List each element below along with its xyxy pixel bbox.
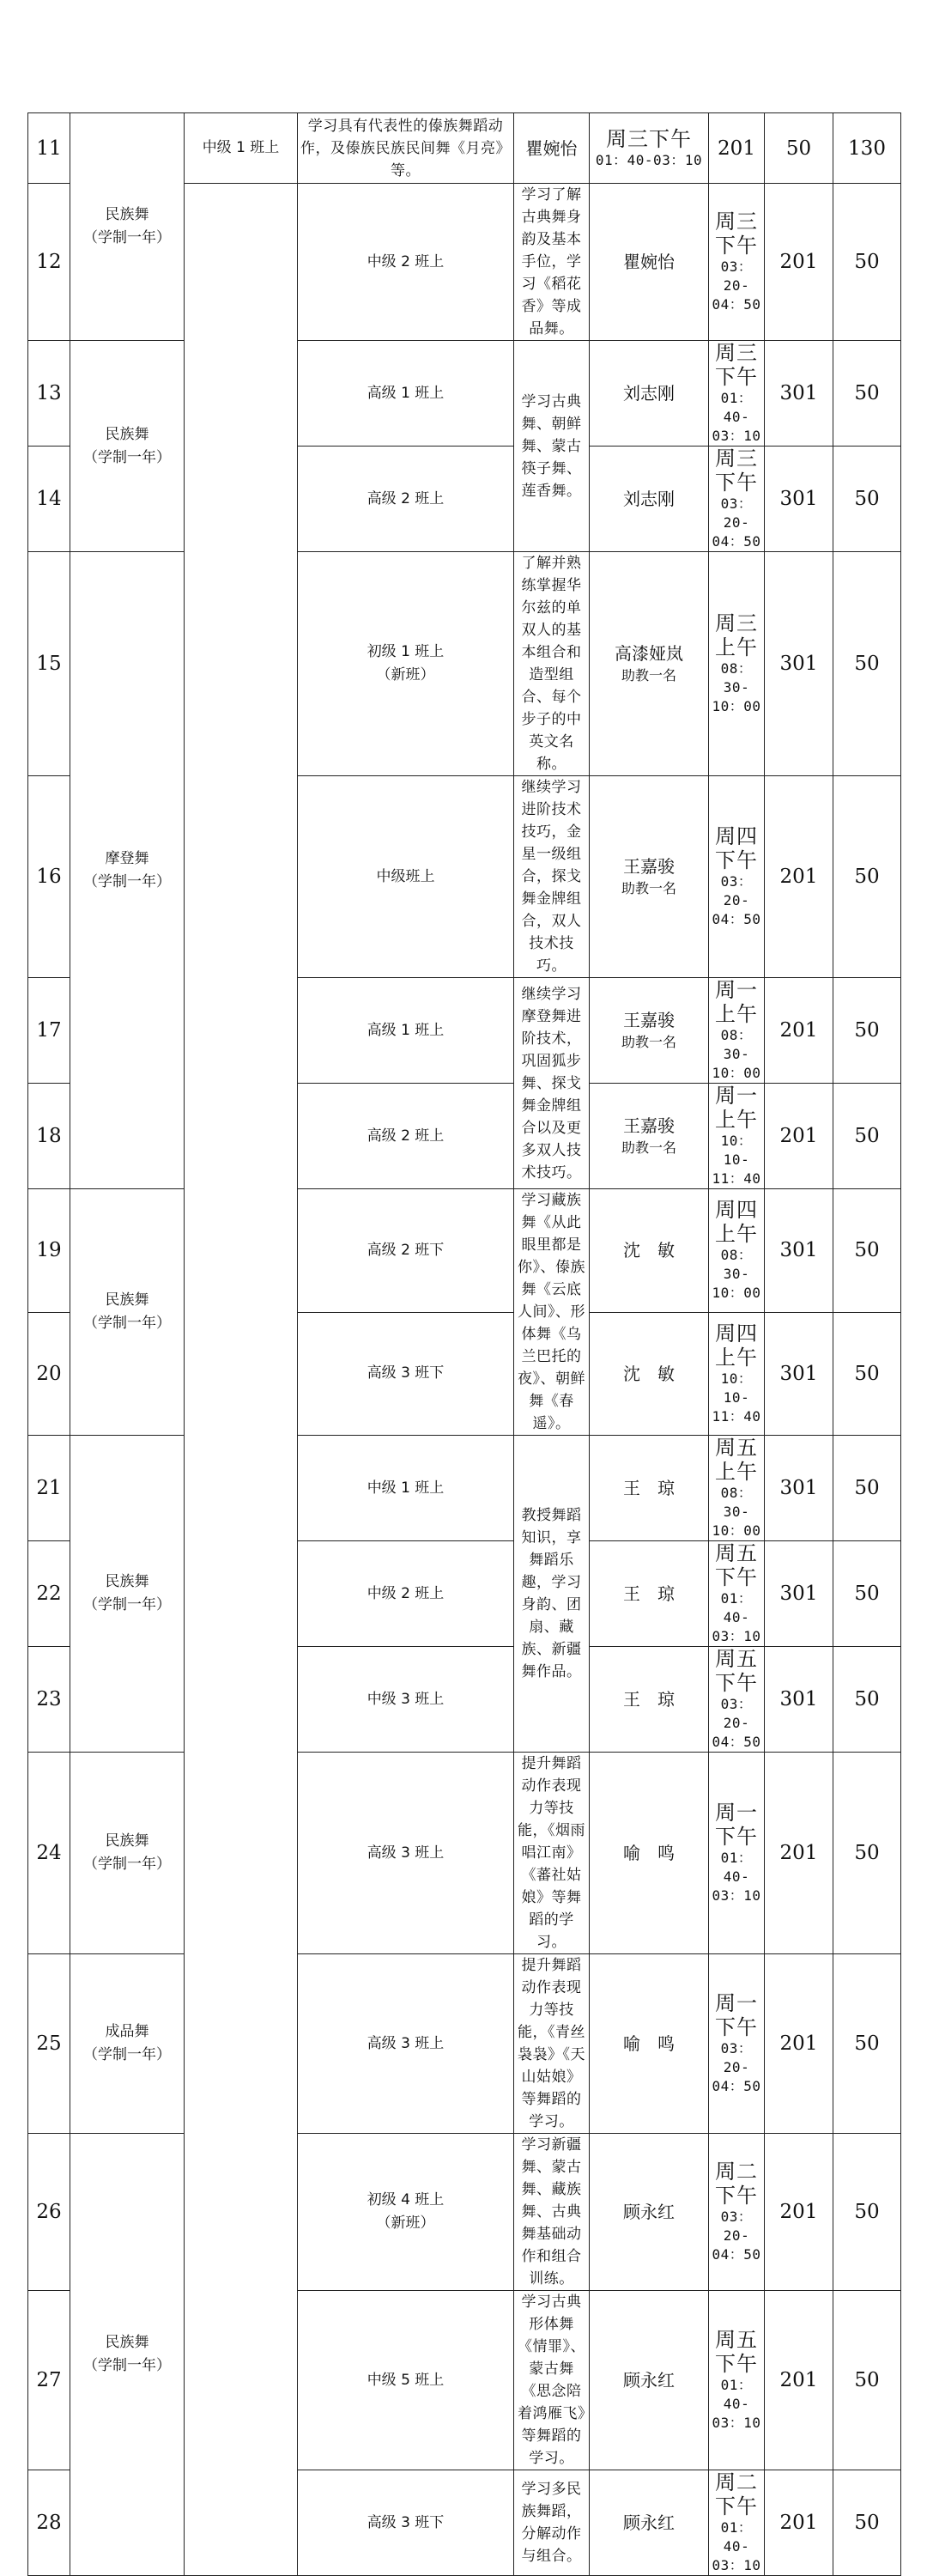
class-name bbox=[298, 1647, 514, 1753]
class-name bbox=[298, 776, 514, 978]
class-day: 周一下午 bbox=[715, 1801, 758, 1849]
room-number: 301 bbox=[765, 1436, 833, 1541]
schedule-time bbox=[709, 978, 765, 1084]
class-line: 高级 2 班上 bbox=[367, 489, 445, 507]
teacher-name: 刘志刚 bbox=[623, 383, 675, 404]
table-row bbox=[28, 1436, 901, 1541]
class-day: 周四上午 bbox=[715, 1198, 758, 1247]
teacher-cell bbox=[590, 2291, 709, 2470]
capacity: 50 bbox=[833, 776, 901, 978]
class-hours: 08：30-10：00 bbox=[712, 1485, 761, 1539]
class-line: 初级 4 班上 bbox=[367, 2191, 445, 2208]
teacher-cell bbox=[590, 1084, 709, 1189]
class-day: 周三上午 bbox=[715, 611, 758, 659]
schedule-time bbox=[709, 2291, 765, 2470]
category-line: 民族舞 bbox=[105, 1291, 149, 1309]
assistant-note: 助教一名 bbox=[621, 880, 676, 896]
schedule-time bbox=[709, 2134, 765, 2291]
category-cell bbox=[185, 184, 298, 2576]
room-number: 201 bbox=[765, 1084, 833, 1189]
room-number: 201 bbox=[765, 776, 833, 978]
teacher-cell bbox=[590, 1753, 709, 1954]
row-number: 25 bbox=[28, 1954, 70, 2134]
course-description: 学习具有代表性的傣族舞蹈动作，及傣族民族民间舞《月亮》等。 bbox=[298, 113, 514, 184]
class-day: 周五下午 bbox=[715, 2328, 758, 2376]
room-number: 301 bbox=[765, 341, 833, 447]
category-line: （学制一年） bbox=[83, 1856, 171, 1873]
class-day: 周一下午 bbox=[715, 1991, 758, 2039]
room-number: 301 bbox=[765, 1312, 833, 1436]
class-hours: 03：20-04：50 bbox=[712, 873, 761, 927]
schedule-time bbox=[709, 1084, 765, 1189]
class-hours: 03：20-04：50 bbox=[712, 2040, 761, 2094]
row-number: 13 bbox=[28, 341, 70, 447]
room-number: 201 bbox=[765, 2291, 833, 2470]
class-hours: 10：10-11：40 bbox=[712, 1133, 761, 1187]
course-description: 提升舞蹈动作表现力等技能，《青丝袅袅》《天山姑娘》等舞蹈的学习。 bbox=[514, 1954, 590, 2134]
teacher-name: 瞿婉怡 bbox=[623, 252, 675, 272]
class-hours: 08：30-10：00 bbox=[712, 1247, 761, 1302]
class-line: 中级 1 班上 bbox=[202, 139, 280, 156]
capacity: 50 bbox=[833, 184, 901, 341]
row-number: 27 bbox=[28, 2291, 70, 2470]
teacher-cell bbox=[590, 1312, 709, 1436]
category-line: 成品舞 bbox=[105, 2023, 149, 2040]
course-description: 学习了解古典舞身韵及基本手位，学习《稻花香》等成品舞。 bbox=[514, 184, 590, 341]
teacher-cell bbox=[590, 552, 709, 776]
teacher-name: 瞿婉怡 bbox=[525, 137, 578, 159]
course-description: 学习多民族舞蹈，分解动作与组合。 bbox=[514, 2470, 590, 2576]
category-cell bbox=[70, 113, 185, 341]
teacher-name: 顾永红 bbox=[623, 2370, 675, 2391]
course-description: 学习藏族舞《从此眼里都是你》、傣族舞《云底人间》、形体舞《乌兰巴托的夜》、朝鲜舞《春遥》。 bbox=[514, 1189, 590, 1436]
teacher-cell bbox=[590, 1436, 709, 1541]
capacity: 50 bbox=[833, 1753, 901, 1954]
class-name bbox=[298, 1312, 514, 1436]
course-description: 学习古典舞、朝鲜舞、蒙古筷子舞、莲香舞。 bbox=[514, 341, 590, 552]
capacity: 50 bbox=[833, 1189, 901, 1313]
schedule-time bbox=[709, 1541, 765, 1647]
category-line: 民族舞 bbox=[105, 1573, 149, 1590]
class-name bbox=[298, 447, 514, 552]
class-line: 高级 3 班上 bbox=[367, 1844, 445, 1862]
teacher-name: 顾永红 bbox=[623, 2512, 675, 2533]
capacity: 50 bbox=[833, 2134, 901, 2291]
teacher-cell bbox=[590, 978, 709, 1084]
class-name bbox=[298, 1084, 514, 1189]
schedule-time bbox=[709, 1436, 765, 1541]
class-line: （新班） bbox=[376, 666, 435, 683]
class-line: （新班） bbox=[376, 2215, 435, 2232]
class-name bbox=[298, 341, 514, 447]
class-day: 周五下午 bbox=[715, 1647, 758, 1695]
class-line: 中级 1 班上 bbox=[367, 1479, 445, 1497]
class-line: 高级 3 班下 bbox=[367, 2513, 445, 2531]
schedule-time bbox=[709, 184, 765, 341]
row-number: 19 bbox=[28, 1189, 70, 1313]
capacity: 50 bbox=[833, 978, 901, 1084]
schedule-time bbox=[709, 1753, 765, 1954]
class-name bbox=[298, 978, 514, 1084]
category-line: （学制一年） bbox=[83, 229, 171, 246]
course-description: 学习古典形体舞《情罪》、蒙古舞《思念陪着鸿雁飞》等舞蹈的学习。 bbox=[514, 2291, 590, 2470]
room-number: 201 bbox=[765, 978, 833, 1084]
table-row bbox=[28, 341, 901, 447]
category-cell bbox=[70, 1189, 185, 1436]
capacity: 50 bbox=[833, 1084, 901, 1189]
table-row bbox=[28, 552, 901, 776]
assistant-note: 助教一名 bbox=[621, 1139, 676, 1156]
row-number: 24 bbox=[28, 1753, 70, 1954]
row-number: 20 bbox=[28, 1312, 70, 1436]
teacher-cell bbox=[590, 1541, 709, 1647]
class-line: 中级班上 bbox=[376, 867, 435, 885]
class-hours: 03：20-04：50 bbox=[712, 258, 761, 313]
row-number: 23 bbox=[28, 1647, 70, 1753]
teacher-name: 王 琼 bbox=[623, 1583, 675, 1604]
category-cell bbox=[70, 341, 185, 552]
teacher-name: 喻 鸣 bbox=[623, 2033, 675, 2054]
teacher-cell bbox=[590, 184, 709, 341]
class-hours: 01：40-03：10 bbox=[712, 390, 761, 444]
class-name bbox=[298, 2470, 514, 2576]
class-name bbox=[298, 1189, 514, 1313]
teacher-name: 王嘉骏 bbox=[623, 1115, 675, 1136]
class-hours: 03：20-04：50 bbox=[712, 495, 761, 550]
capacity: 50 bbox=[833, 341, 901, 447]
category-line: 民族舞 bbox=[105, 206, 149, 223]
capacity: 50 bbox=[833, 1647, 901, 1753]
capacity: 50 bbox=[765, 113, 833, 184]
room-number: 301 bbox=[765, 1647, 833, 1753]
schedule-time bbox=[709, 447, 765, 552]
category-cell bbox=[70, 1436, 185, 1753]
course-description: 学习新疆舞、蒙古舞、藏族舞、古典舞基础动作和组合训练。 bbox=[514, 2134, 590, 2291]
teacher-cell bbox=[590, 1647, 709, 1753]
schedule-time bbox=[709, 552, 765, 776]
teacher-cell bbox=[590, 1954, 709, 2134]
class-day: 周一上午 bbox=[715, 1084, 758, 1132]
capacity: 50 bbox=[833, 552, 901, 776]
capacity: 50 bbox=[833, 1541, 901, 1647]
class-day: 周四上午 bbox=[715, 1321, 758, 1370]
class-name bbox=[298, 1753, 514, 1954]
course-description: 了解并熟练掌握华尔兹的单双人的基本组合和造型组合、每个步子的中英文名称。 bbox=[514, 552, 590, 776]
row-number: 26 bbox=[28, 2134, 70, 2291]
category-cell bbox=[70, 552, 185, 1189]
room-number: 201 bbox=[765, 1954, 833, 2134]
row-number: 11 bbox=[28, 113, 70, 184]
category-line: 摩登舞 bbox=[105, 849, 149, 867]
teacher-cell bbox=[590, 776, 709, 978]
class-hours: 01：40-03：10 bbox=[712, 1850, 761, 1904]
category-line: 民族舞 bbox=[105, 2334, 149, 2351]
class-line: 中级 2 班上 bbox=[367, 1584, 445, 1602]
course-description: 教授舞蹈知识，享舞蹈乐趣，学习身韵、团扇、藏族、新疆舞作品。 bbox=[514, 1436, 590, 1753]
category-line: （学制一年） bbox=[83, 1315, 171, 1332]
class-line: 高级 2 班上 bbox=[367, 1127, 445, 1145]
table-row bbox=[28, 1954, 901, 2134]
class-day: 周三下午 bbox=[715, 210, 758, 258]
teacher-name: 沈 敏 bbox=[623, 1240, 675, 1261]
class-name bbox=[298, 1954, 514, 2134]
room-number: 201 bbox=[709, 113, 765, 184]
assistant-note: 助教一名 bbox=[621, 667, 676, 683]
room-number: 201 bbox=[765, 2134, 833, 2291]
class-line: 高级 2 班下 bbox=[367, 1241, 445, 1259]
room-number: 201 bbox=[765, 2470, 833, 2576]
class-day: 周四下午 bbox=[715, 824, 758, 872]
assistant-note: 助教一名 bbox=[621, 1034, 676, 1050]
table-row bbox=[28, 1189, 901, 1313]
course-description: 提升舞蹈动作表现力等技能，《烟雨唱江南》《蕃社姑娘》等舞蹈的学习。 bbox=[514, 1753, 590, 1954]
category-line: （学制一年） bbox=[83, 1596, 171, 1613]
class-line: 中级 3 班上 bbox=[367, 1690, 445, 1708]
schedule-time bbox=[709, 1312, 765, 1436]
class-name bbox=[298, 2134, 514, 2291]
teacher-cell bbox=[590, 447, 709, 552]
row-number: 12 bbox=[28, 184, 70, 341]
room-number: 301 bbox=[765, 1541, 833, 1647]
class-line: 初级 1 班上 bbox=[367, 643, 445, 660]
category-line: 民族舞 bbox=[105, 425, 149, 443]
class-line: 高级 1 班上 bbox=[367, 1021, 445, 1039]
class-name bbox=[298, 2291, 514, 2470]
room-number: 201 bbox=[765, 184, 833, 341]
room-number: 301 bbox=[765, 447, 833, 552]
class-day: 周三下午 bbox=[715, 447, 758, 495]
class-line: 高级 3 班下 bbox=[367, 1364, 445, 1382]
class-day: 周一上午 bbox=[715, 978, 758, 1026]
schedule-time bbox=[709, 1954, 765, 2134]
category-cell bbox=[70, 1954, 185, 2134]
capacity: 50 bbox=[833, 447, 901, 552]
capacity: 50 bbox=[833, 2470, 901, 2576]
teacher-cell bbox=[590, 1189, 709, 1313]
class-day: 周三下午 bbox=[606, 126, 692, 151]
class-line: 高级 3 班上 bbox=[367, 2034, 445, 2052]
teacher-cell bbox=[590, 2470, 709, 2576]
class-hours: 08：30-10：00 bbox=[712, 660, 761, 714]
room-number: 301 bbox=[765, 552, 833, 776]
teacher-name: 刘志刚 bbox=[623, 489, 675, 509]
schedule-time bbox=[709, 1189, 765, 1313]
table-row bbox=[28, 1753, 901, 1954]
class-hours: 01：40-03：10 bbox=[712, 1590, 761, 1644]
fee: 130 bbox=[833, 113, 901, 184]
class-line: 中级 5 班上 bbox=[367, 2371, 445, 2389]
class-hours: 03：20-04：50 bbox=[712, 1696, 761, 1750]
class-hours: 01：40-03：10 bbox=[712, 2519, 761, 2573]
class-hours: 03：20-04：50 bbox=[712, 2208, 761, 2263]
teacher-name: 王 琼 bbox=[623, 1478, 675, 1498]
teacher-name: 王嘉骏 bbox=[623, 1010, 675, 1030]
class-day: 周五上午 bbox=[715, 1436, 758, 1484]
table-row bbox=[28, 113, 901, 184]
teacher-cell bbox=[590, 2134, 709, 2291]
course-description: 继续学习摩登舞进阶技术，巩固狐步舞、探戈舞金牌组合以及更多双人技术技巧。 bbox=[514, 978, 590, 1189]
category-line: （学制一年） bbox=[83, 448, 171, 466]
class-day: 周三下午 bbox=[715, 341, 758, 389]
table-row bbox=[28, 2134, 901, 2291]
class-name bbox=[298, 184, 514, 341]
teacher-name: 王嘉骏 bbox=[623, 856, 675, 877]
teacher-name: 沈 敏 bbox=[623, 1363, 675, 1384]
row-number: 18 bbox=[28, 1084, 70, 1189]
teacher-name: 喻 鸣 bbox=[623, 1843, 675, 1863]
capacity: 50 bbox=[833, 1312, 901, 1436]
row-number: 16 bbox=[28, 776, 70, 978]
row-number: 15 bbox=[28, 552, 70, 776]
row-number: 28 bbox=[28, 2470, 70, 2576]
class-hours: 10：10-11：40 bbox=[712, 1370, 761, 1425]
teacher-cell bbox=[590, 341, 709, 447]
class-hours: 08：30-10：00 bbox=[712, 1027, 761, 1081]
capacity: 50 bbox=[833, 1954, 901, 2134]
capacity: 50 bbox=[833, 1436, 901, 1541]
class-name bbox=[298, 1436, 514, 1541]
schedule-time bbox=[709, 776, 765, 978]
schedule-time bbox=[590, 113, 709, 184]
category-cell bbox=[70, 1753, 185, 1954]
teacher-name: 顾永红 bbox=[623, 2202, 675, 2222]
teacher-cell bbox=[514, 113, 590, 184]
class-hours: 01：40-03：10 bbox=[595, 151, 703, 168]
class-name bbox=[298, 552, 514, 776]
teacher-name: 王 琼 bbox=[623, 1689, 675, 1710]
category-line: （学制一年） bbox=[83, 2357, 171, 2374]
row-number: 21 bbox=[28, 1436, 70, 1541]
schedule-time bbox=[709, 341, 765, 447]
teacher-name: 高漆娅岚 bbox=[615, 643, 683, 664]
class-day: 周五下午 bbox=[715, 1541, 758, 1589]
room-number: 301 bbox=[765, 1189, 833, 1313]
class-hours: 01：40-03：10 bbox=[712, 2377, 761, 2431]
row-number: 14 bbox=[28, 447, 70, 552]
schedule-time bbox=[709, 1647, 765, 1753]
course-description: 继续学习进阶技术技巧，金星一级组合，探戈舞金牌组合，双人技术技巧。 bbox=[514, 776, 590, 978]
schedule-time bbox=[709, 2470, 765, 2576]
category-line: （学制一年） bbox=[83, 2046, 171, 2063]
row-number: 17 bbox=[28, 978, 70, 1084]
category-line: （学制一年） bbox=[83, 872, 171, 890]
class-day: 周二下午 bbox=[715, 2470, 758, 2518]
category-line: 民族舞 bbox=[105, 1832, 149, 1850]
class-line: 高级 1 班上 bbox=[367, 384, 445, 402]
class-line: 中级 2 班上 bbox=[367, 252, 445, 270]
row-number: 22 bbox=[28, 1541, 70, 1647]
class-name bbox=[185, 113, 298, 184]
room-number: 201 bbox=[765, 1753, 833, 1954]
class-day: 周二下午 bbox=[715, 2160, 758, 2208]
schedule-table bbox=[27, 112, 901, 2576]
class-name bbox=[298, 1541, 514, 1647]
capacity: 50 bbox=[833, 2291, 901, 2470]
category-cell bbox=[70, 2134, 185, 2576]
